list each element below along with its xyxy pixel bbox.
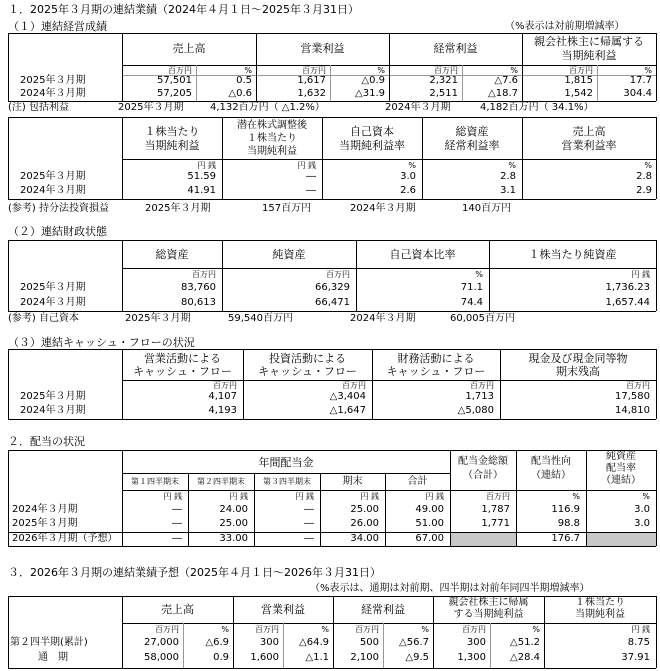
cell: 2,100 bbox=[350, 652, 379, 663]
header-diluted-l2: １株当たり bbox=[247, 133, 297, 144]
cell: 1,600 bbox=[250, 652, 279, 663]
cell: 2.9 bbox=[636, 185, 652, 196]
cell: △9.5 bbox=[405, 652, 429, 663]
cell: ― bbox=[172, 504, 182, 515]
cell: 304.4 bbox=[623, 88, 652, 99]
unit: 百万円 bbox=[462, 625, 486, 634]
cell: 2.8 bbox=[636, 171, 652, 182]
unit: 百万円 bbox=[486, 492, 510, 501]
cell: △3,404 bbox=[329, 391, 366, 402]
header-roa-l2: 経常利益率 bbox=[444, 139, 500, 152]
unit: 円 銭 bbox=[631, 270, 650, 279]
header-eps-l2: 当期純利益 bbox=[144, 139, 200, 152]
equity-method-label: (参考) 持分法投資損益 bbox=[8, 203, 109, 214]
header-cash-l1: 現金及び現金同等物 bbox=[528, 352, 628, 365]
blank-shaded-cell bbox=[586, 532, 656, 546]
cell: 98.8 bbox=[557, 518, 580, 529]
row-label: 2025年３月期 bbox=[20, 75, 86, 86]
equity-ref-2024-value: 60,005百万円 bbox=[450, 313, 515, 324]
cell: △0.6 bbox=[228, 88, 252, 99]
header-eps-l1: １株当たり bbox=[144, 125, 200, 138]
cell: 1,771 bbox=[481, 518, 510, 529]
forecast-header-operating-profit: 営業利益 bbox=[261, 603, 305, 616]
forecast-header-net-l1: 親会社株主に帰属 bbox=[448, 597, 529, 608]
header-net-income-line1: 親会社株主に帰属する bbox=[534, 35, 644, 48]
cell: 2.8 bbox=[500, 171, 516, 182]
row-label: 2024年３月期 bbox=[20, 405, 86, 416]
unit: 円 銭 bbox=[197, 161, 216, 170]
cell: 67.00 bbox=[415, 533, 444, 544]
unit: 円 銭 bbox=[229, 492, 248, 501]
row-label: 2025年３月期 bbox=[20, 171, 86, 182]
header-operating-profit: 営業利益 bbox=[300, 42, 345, 55]
cell: 1,542 bbox=[564, 88, 593, 99]
cell: ― bbox=[304, 518, 314, 529]
cell: 57,205 bbox=[157, 88, 192, 99]
header-q1: 第１四半期末 bbox=[131, 477, 179, 486]
header-roe-l1: 自己資本 bbox=[350, 125, 394, 138]
cell: 4,193 bbox=[208, 405, 237, 416]
cell: 3.0 bbox=[400, 171, 416, 182]
cell: △31.9 bbox=[355, 88, 385, 99]
row-label: 2025年３月期 bbox=[20, 391, 86, 402]
unit: 百万円 bbox=[302, 66, 326, 75]
unit: % bbox=[475, 270, 483, 279]
unit: 円 銭 bbox=[425, 492, 444, 501]
header-bps: １株当たり純資産 bbox=[528, 248, 617, 261]
cell: 0.9 bbox=[213, 652, 229, 663]
cell: ― bbox=[304, 533, 314, 544]
row-label: 2025年３月期 bbox=[20, 282, 86, 293]
unit: % bbox=[642, 492, 650, 501]
row-label: 通 期 bbox=[38, 652, 68, 663]
section1-title: １．2025年３月期の連結業績（2024年４月１日～2025年３月31日） bbox=[8, 3, 359, 16]
cell: ― bbox=[306, 185, 316, 196]
equity-ref-2025-value: 59,540百万円 bbox=[228, 313, 293, 324]
unit: 百万円 bbox=[255, 625, 279, 634]
unit: 百万円 bbox=[168, 66, 192, 75]
row-label: 2024年３月期 bbox=[20, 297, 86, 308]
unit: 百万円 bbox=[355, 625, 379, 634]
row-label: 2024年３月期 bbox=[12, 504, 78, 515]
unit: 円 銭 bbox=[631, 625, 650, 634]
equity-ref-label: (参考) 自己資本 bbox=[8, 313, 79, 324]
forecast-header-eps-l2: 当期純利益 bbox=[575, 609, 625, 620]
comprehensive-income-2024-label: 2024年３月期 bbox=[385, 102, 451, 113]
cell: 25.00 bbox=[350, 504, 379, 515]
header-investing-cf-l2: キャッシュ・フロー bbox=[258, 365, 357, 378]
cell: 1,617 bbox=[297, 75, 326, 86]
cell: 25.00 bbox=[219, 518, 248, 529]
header-total-assets: 総資産 bbox=[155, 248, 189, 261]
cell: 4,107 bbox=[208, 391, 237, 402]
cell: 80,613 bbox=[181, 297, 216, 308]
forecast-header-net-l2: する当期純利益 bbox=[453, 609, 524, 620]
cell: 27,000 bbox=[144, 637, 179, 648]
unit: 円 銭 bbox=[360, 492, 379, 501]
header-diluted-l3: 当期純利益 bbox=[247, 146, 297, 157]
header-net-income-line2: 当期純利益 bbox=[561, 49, 617, 62]
equity-method-2025-value: 157百万円 bbox=[262, 203, 312, 214]
header-dividend-total-l1: 配当金総額 bbox=[458, 456, 508, 467]
cell: △28.4 bbox=[510, 652, 540, 663]
cell: 176.7 bbox=[551, 533, 580, 544]
cell: △18.7 bbox=[488, 88, 518, 99]
cell: △51.2 bbox=[510, 637, 540, 648]
comprehensive-income-2025-label: 2025年３月期 bbox=[118, 102, 184, 113]
row-label: 第２四半期(累計) bbox=[10, 637, 88, 648]
cell: 34.00 bbox=[350, 533, 379, 544]
financial-position-heading: （２）連結財政状態 bbox=[8, 225, 107, 238]
operating-results-heading: （１）連結経営成績 bbox=[8, 20, 107, 33]
header-financing-cf-l2: キャッシュ・フロー bbox=[386, 365, 486, 378]
header-operating-cf-l1: 営業活動による bbox=[144, 352, 221, 365]
cell: 66,329 bbox=[315, 282, 350, 293]
header-operating-cf-l2: キャッシュ・フロー bbox=[133, 365, 232, 378]
cell: 3.0 bbox=[634, 504, 650, 515]
cell: 1,787 bbox=[481, 504, 510, 515]
cell: △7.6 bbox=[494, 75, 518, 86]
row-label: 2024年３月期 bbox=[20, 185, 86, 196]
unit: 百万円 bbox=[569, 66, 593, 75]
forecast-header-ordinary-profit: 経常利益 bbox=[361, 603, 405, 616]
cell: 116.9 bbox=[551, 504, 580, 515]
cell: △0.9 bbox=[361, 75, 385, 86]
cell: 24.00 bbox=[219, 504, 248, 515]
cell: 2.6 bbox=[400, 185, 416, 196]
cell: ― bbox=[306, 171, 316, 182]
unit: 円 銭 bbox=[295, 492, 314, 501]
comprehensive-income-2024-value: 4,182百万円（ 34.1%） bbox=[480, 102, 594, 113]
cell: 0.5 bbox=[236, 75, 252, 86]
header-roe-l2: 当期純利益率 bbox=[339, 139, 405, 152]
header-cash-l2: 期末残高 bbox=[556, 365, 600, 378]
cell: 1,300 bbox=[457, 652, 486, 663]
cell: 300 bbox=[466, 637, 486, 648]
unit: % bbox=[644, 66, 652, 75]
unit: % bbox=[510, 66, 518, 75]
header-doe-l1: 純資産 bbox=[606, 451, 636, 462]
header-q3: 第３四半期末 bbox=[263, 477, 311, 486]
forecast-title: ３．2026年３月期の連結業績予想（2025年４月１日～2026年３月31日） bbox=[8, 566, 381, 579]
cell: △64.9 bbox=[299, 637, 329, 648]
cell: 300 bbox=[259, 637, 279, 648]
cell: 2,321 bbox=[429, 75, 458, 86]
cell: 17,580 bbox=[615, 391, 650, 402]
cell: ― bbox=[172, 518, 182, 529]
header-doe-l2: 配当率 bbox=[606, 463, 636, 474]
header-ordinary-profit: 経常利益 bbox=[433, 42, 478, 55]
cell: 51.00 bbox=[415, 518, 444, 529]
blank-shaded-cell bbox=[450, 532, 516, 546]
cell: 1,736.23 bbox=[605, 282, 650, 293]
cash-flow-heading: （３）連結キャッシュ・フローの状況 bbox=[8, 336, 195, 349]
cell: 1,713 bbox=[465, 391, 494, 402]
comprehensive-income-label: (注) 包括利益 bbox=[8, 102, 69, 113]
equity-ref-2025-label: 2025年３月期 bbox=[125, 313, 191, 324]
header-year-end: 期末 bbox=[342, 476, 363, 487]
unit: 百万円 bbox=[192, 270, 216, 279]
header-dividend-total-l2: （合計） bbox=[463, 470, 503, 481]
equity-ref-2024-label: 2024年３月期 bbox=[350, 313, 416, 324]
row-label: 2026年３月期（予想） bbox=[12, 533, 118, 544]
unit: % bbox=[321, 625, 329, 634]
cell: 58,000 bbox=[144, 652, 179, 663]
cell: 17.7 bbox=[629, 75, 652, 86]
header-payout-l2: （連結） bbox=[531, 470, 571, 481]
cell: 1,657.44 bbox=[605, 297, 650, 308]
unit: % bbox=[532, 625, 540, 634]
header-net-assets: 純資産 bbox=[272, 248, 306, 261]
header-q2: 第２四半期末 bbox=[197, 477, 245, 486]
header-doe-l3: （連結） bbox=[601, 475, 641, 486]
cell: △5,080 bbox=[457, 405, 494, 416]
unit: % bbox=[644, 161, 652, 170]
header-sales: 売上高 bbox=[172, 42, 206, 55]
comprehensive-income-2025-value: 4,132百万円（ △1.2%） bbox=[210, 102, 325, 113]
unit: % bbox=[421, 625, 429, 634]
cell: 57,501 bbox=[157, 75, 192, 86]
unit: 百万円 bbox=[434, 66, 458, 75]
unit: 百万円 bbox=[213, 381, 237, 390]
cell: 1,815 bbox=[564, 75, 593, 86]
cell: △6.9 bbox=[205, 637, 229, 648]
cell: 33.00 bbox=[219, 533, 248, 544]
equity-method-2024-label: 2024年３月期 bbox=[350, 203, 416, 214]
cell: ― bbox=[304, 504, 314, 515]
cell: 66,471 bbox=[315, 297, 350, 308]
unit: 円 銭 bbox=[297, 161, 316, 170]
cell: 500 bbox=[359, 637, 379, 648]
cell: ― bbox=[172, 533, 182, 544]
header-equity-ratio: 自己資本比率 bbox=[389, 248, 456, 261]
unit: % bbox=[377, 66, 385, 75]
cell: 37.91 bbox=[621, 652, 650, 663]
cell: 26.00 bbox=[350, 518, 379, 529]
cell: 1,632 bbox=[297, 88, 326, 99]
header-investing-cf-l1: 投資活動による bbox=[269, 352, 346, 365]
unit: % bbox=[221, 625, 229, 634]
header-total: 合計 bbox=[407, 476, 428, 487]
row-label: 2025年３月期 bbox=[12, 518, 78, 529]
unit: 百万円 bbox=[326, 270, 350, 279]
cell: △56.7 bbox=[399, 637, 429, 648]
cell: 74.4 bbox=[460, 297, 483, 308]
cell: 2,511 bbox=[429, 88, 458, 99]
cell: 3.1 bbox=[500, 185, 516, 196]
header-margin-l1: 売上高 bbox=[572, 125, 606, 138]
cell: 41.91 bbox=[187, 185, 216, 196]
cell: △1.1 bbox=[305, 652, 329, 663]
header-payout-l1: 配当性向 bbox=[531, 456, 571, 467]
forecast-header-eps-l1: １株当たり bbox=[575, 597, 625, 608]
unit: % bbox=[244, 66, 252, 75]
unit: 円 銭 bbox=[163, 492, 182, 501]
cell: 71.1 bbox=[460, 282, 483, 293]
cell: 3.0 bbox=[634, 518, 650, 529]
forecast-header-sales: 売上高 bbox=[161, 603, 194, 616]
cell: 14,810 bbox=[615, 405, 650, 416]
header-roa-l1: 総資産 bbox=[455, 125, 489, 138]
header-diluted-l1: 潜在株式調整後 bbox=[237, 120, 307, 131]
header-financing-cf-l1: 財務活動による bbox=[397, 352, 475, 365]
cell: 49.00 bbox=[415, 504, 444, 515]
equity-method-2025-label: 2025年３月期 bbox=[145, 203, 211, 214]
cell: △1,647 bbox=[329, 405, 366, 416]
unit: 百万円 bbox=[155, 625, 179, 634]
equity-method-2024-value: 140百万円 bbox=[462, 203, 512, 214]
unit: 百万円 bbox=[470, 381, 494, 390]
row-label: 2024年３月期 bbox=[20, 88, 86, 99]
unit: % bbox=[508, 161, 516, 170]
cell: 83,760 bbox=[181, 282, 216, 293]
unit: % bbox=[408, 161, 416, 170]
unit: 百万円 bbox=[342, 381, 366, 390]
header-annual-dividend: 年間配当金 bbox=[258, 456, 314, 469]
dividends-title: ２．配当の状況 bbox=[8, 435, 85, 448]
percent-note: （%表示は対前期増減率） bbox=[505, 21, 625, 32]
cell: 51.59 bbox=[187, 171, 216, 182]
header-margin-l2: 営業利益率 bbox=[561, 139, 617, 152]
unit: % bbox=[572, 492, 580, 501]
forecast-note: （%表示は、通期は対前期、四半期は対前年同四半期増減率） bbox=[310, 583, 590, 594]
cell: 8.75 bbox=[627, 637, 650, 648]
unit: 百万円 bbox=[626, 381, 650, 390]
